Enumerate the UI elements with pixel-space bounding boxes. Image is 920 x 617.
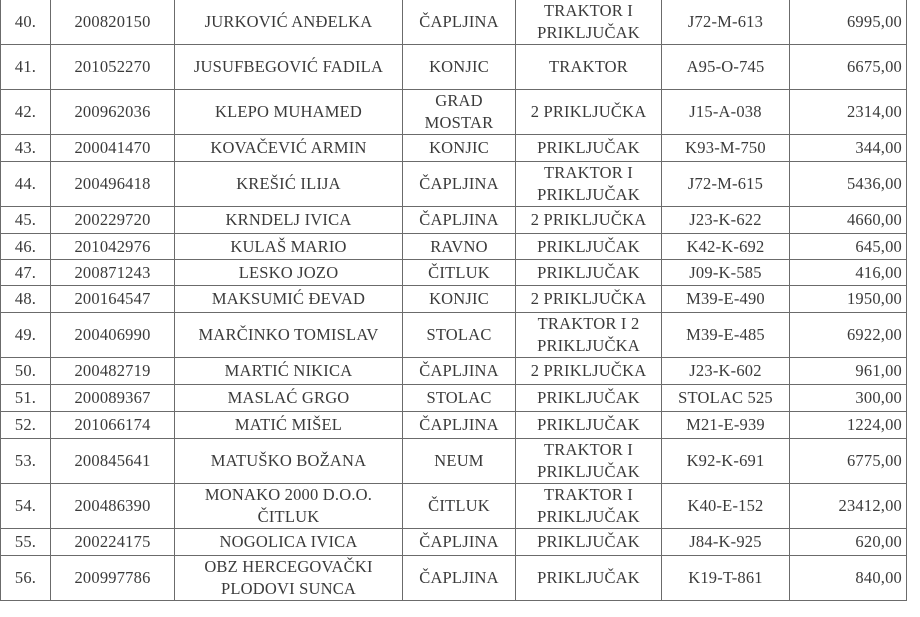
municipality: KONJIC — [403, 286, 516, 313]
amount: 6775,00 — [790, 439, 907, 484]
equipment: 2 PRIKLJUČKA — [516, 286, 662, 313]
municipality: ČAPLJINA — [403, 412, 516, 439]
table-row — [1, 556, 907, 601]
beneficiary-name: KREŠIĆ ILIJA — [175, 162, 403, 207]
beneficiary-name: NOGOLICA IVICA — [175, 529, 403, 556]
amount: 1950,00 — [790, 286, 907, 313]
table-row — [1, 529, 907, 556]
registration-id: 200845641 — [51, 439, 175, 484]
registration-id: 200486390 — [51, 484, 175, 529]
row-number: 44. — [1, 162, 51, 207]
equipment: PRIKLJUČAK — [516, 556, 662, 601]
equipment: PRIKLJUČAK — [516, 234, 662, 260]
plate-number: STOLAC 525 — [662, 385, 790, 412]
registration-id: 200406990 — [51, 313, 175, 358]
beneficiary-name: KLEPO MUHAMED — [175, 90, 403, 135]
municipality: NEUM — [403, 439, 516, 484]
equipment: PRIKLJUČAK — [516, 385, 662, 412]
row-number: 54. — [1, 484, 51, 529]
amount: 6675,00 — [790, 45, 907, 90]
amount: 23412,00 — [790, 484, 907, 529]
table-row — [1, 286, 907, 313]
row-number: 48. — [1, 286, 51, 313]
registration-id: 201052270 — [51, 45, 175, 90]
table-row — [1, 385, 907, 412]
plate-number: J09-K-585 — [662, 260, 790, 286]
plate-number: K93-M-750 — [662, 135, 790, 162]
beneficiary-name: KULAŠ MARIO — [175, 234, 403, 260]
registration-id: 200224175 — [51, 529, 175, 556]
registration-id: 200164547 — [51, 286, 175, 313]
amount: 6922,00 — [790, 313, 907, 358]
table-row — [1, 90, 907, 135]
registration-id: 200496418 — [51, 162, 175, 207]
amount: 620,00 — [790, 529, 907, 556]
registration-id: 201042976 — [51, 234, 175, 260]
registration-id: 200871243 — [51, 260, 175, 286]
equipment: TRAKTOR I PRIKLJUČAK — [516, 439, 662, 484]
row-number: 55. — [1, 529, 51, 556]
amount: 2314,00 — [790, 90, 907, 135]
municipality: RAVNO — [403, 234, 516, 260]
row-number: 50. — [1, 358, 51, 385]
municipality: STOLAC — [403, 385, 516, 412]
amount: 1224,00 — [790, 412, 907, 439]
plate-number: J23-K-622 — [662, 207, 790, 234]
plate-number: K19-T-861 — [662, 556, 790, 601]
table-row — [1, 162, 907, 207]
equipment: PRIKLJUČAK — [516, 260, 662, 286]
registration-id: 200089367 — [51, 385, 175, 412]
municipality: ČAPLJINA — [403, 0, 516, 45]
row-number: 52. — [1, 412, 51, 439]
table-row — [1, 484, 907, 529]
plate-number: J15-A-038 — [662, 90, 790, 135]
row-number: 47. — [1, 260, 51, 286]
beneficiary-name: LESKO JOZO — [175, 260, 403, 286]
row-number: 45. — [1, 207, 51, 234]
row-number: 51. — [1, 385, 51, 412]
row-number: 46. — [1, 234, 51, 260]
registration-id: 200041470 — [51, 135, 175, 162]
equipment: PRIKLJUČAK — [516, 135, 662, 162]
amount: 4660,00 — [790, 207, 907, 234]
beneficiary-name: MONAKO 2000 D.O.O. ČITLUK — [175, 484, 403, 529]
registration-id: 201066174 — [51, 412, 175, 439]
plate-number: J23-K-602 — [662, 358, 790, 385]
table-row — [1, 45, 907, 90]
table-row — [1, 234, 907, 260]
plate-number: M39-E-485 — [662, 313, 790, 358]
beneficiary-name: MARČINKO TOMISLAV — [175, 313, 403, 358]
registration-id: 200962036 — [51, 90, 175, 135]
municipality: ČAPLJINA — [403, 162, 516, 207]
municipality: ČITLUK — [403, 260, 516, 286]
amount: 344,00 — [790, 135, 907, 162]
row-number: 49. — [1, 313, 51, 358]
beneficiary-name: JURKOVIĆ ANĐELKA — [175, 0, 403, 45]
row-number: 41. — [1, 45, 51, 90]
municipality: ČAPLJINA — [403, 207, 516, 234]
table-row — [1, 135, 907, 162]
row-number: 40. — [1, 0, 51, 45]
amount: 840,00 — [790, 556, 907, 601]
beneficiary-name: KOVAČEVIĆ ARMIN — [175, 135, 403, 162]
row-number: 43. — [1, 135, 51, 162]
equipment: PRIKLJUČAK — [516, 529, 662, 556]
equipment: TRAKTOR I 2 PRIKLJUČKA — [516, 313, 662, 358]
plate-number: K42-K-692 — [662, 234, 790, 260]
amount: 961,00 — [790, 358, 907, 385]
amount: 5436,00 — [790, 162, 907, 207]
beneficiary-name: OBZ HERCEGOVAČKI PLODOVI SUNCA — [175, 556, 403, 601]
municipality: ČAPLJINA — [403, 529, 516, 556]
table-row — [1, 260, 907, 286]
registration-id: 200482719 — [51, 358, 175, 385]
table-row — [1, 412, 907, 439]
row-number: 53. — [1, 439, 51, 484]
amount: 6995,00 — [790, 0, 907, 45]
plate-number: J72-M-615 — [662, 162, 790, 207]
municipality: STOLAC — [403, 313, 516, 358]
table-row — [1, 313, 907, 358]
equipment: TRAKTOR I PRIKLJUČAK — [516, 484, 662, 529]
plate-number: J84-K-925 — [662, 529, 790, 556]
beneficiary-name: KRNDELJ IVICA — [175, 207, 403, 234]
beneficiary-name: JUSUFBEGOVIĆ FADILA — [175, 45, 403, 90]
equipment: TRAKTOR — [516, 45, 662, 90]
equipment: 2 PRIKLJUČKA — [516, 90, 662, 135]
equipment: PRIKLJUČAK — [516, 412, 662, 439]
registration-id: 200997786 — [51, 556, 175, 601]
equipment: 2 PRIKLJUČKA — [516, 358, 662, 385]
equipment: TRAKTOR I PRIKLJUČAK — [516, 162, 662, 207]
plate-number: K92-K-691 — [662, 439, 790, 484]
municipality: ČITLUK — [403, 484, 516, 529]
municipality: ČAPLJINA — [403, 556, 516, 601]
plate-number: J72-M-613 — [662, 0, 790, 45]
amount: 300,00 — [790, 385, 907, 412]
beneficiary-name: MATUŠKO BOŽANA — [175, 439, 403, 484]
equipment: 2 PRIKLJUČKA — [516, 207, 662, 234]
equipment: TRAKTOR I PRIKLJUČAK — [516, 0, 662, 45]
municipality: KONJIC — [403, 45, 516, 90]
plate-number: A95-O-745 — [662, 45, 790, 90]
plate-number: K40-E-152 — [662, 484, 790, 529]
beneficiary-name: MATIĆ MIŠEL — [175, 412, 403, 439]
municipality: KONJIC — [403, 135, 516, 162]
registration-id: 200820150 — [51, 0, 175, 45]
registration-id: 200229720 — [51, 207, 175, 234]
table-row — [1, 207, 907, 234]
plate-number: M39-E-490 — [662, 286, 790, 313]
table-row — [1, 0, 907, 45]
row-number: 42. — [1, 90, 51, 135]
beneficiary-name: MARTIĆ NIKICA — [175, 358, 403, 385]
municipality: GRAD MOSTAR — [403, 90, 516, 135]
amount: 416,00 — [790, 260, 907, 286]
municipality: ČAPLJINA — [403, 358, 516, 385]
plate-number: M21-E-939 — [662, 412, 790, 439]
table-row — [1, 439, 907, 484]
beneficiary-name: MASLAĆ GRGO — [175, 385, 403, 412]
table-row — [1, 358, 907, 385]
beneficiary-name: MAKSUMIĆ ĐEVAD — [175, 286, 403, 313]
row-number: 56. — [1, 556, 51, 601]
amount: 645,00 — [790, 234, 907, 260]
